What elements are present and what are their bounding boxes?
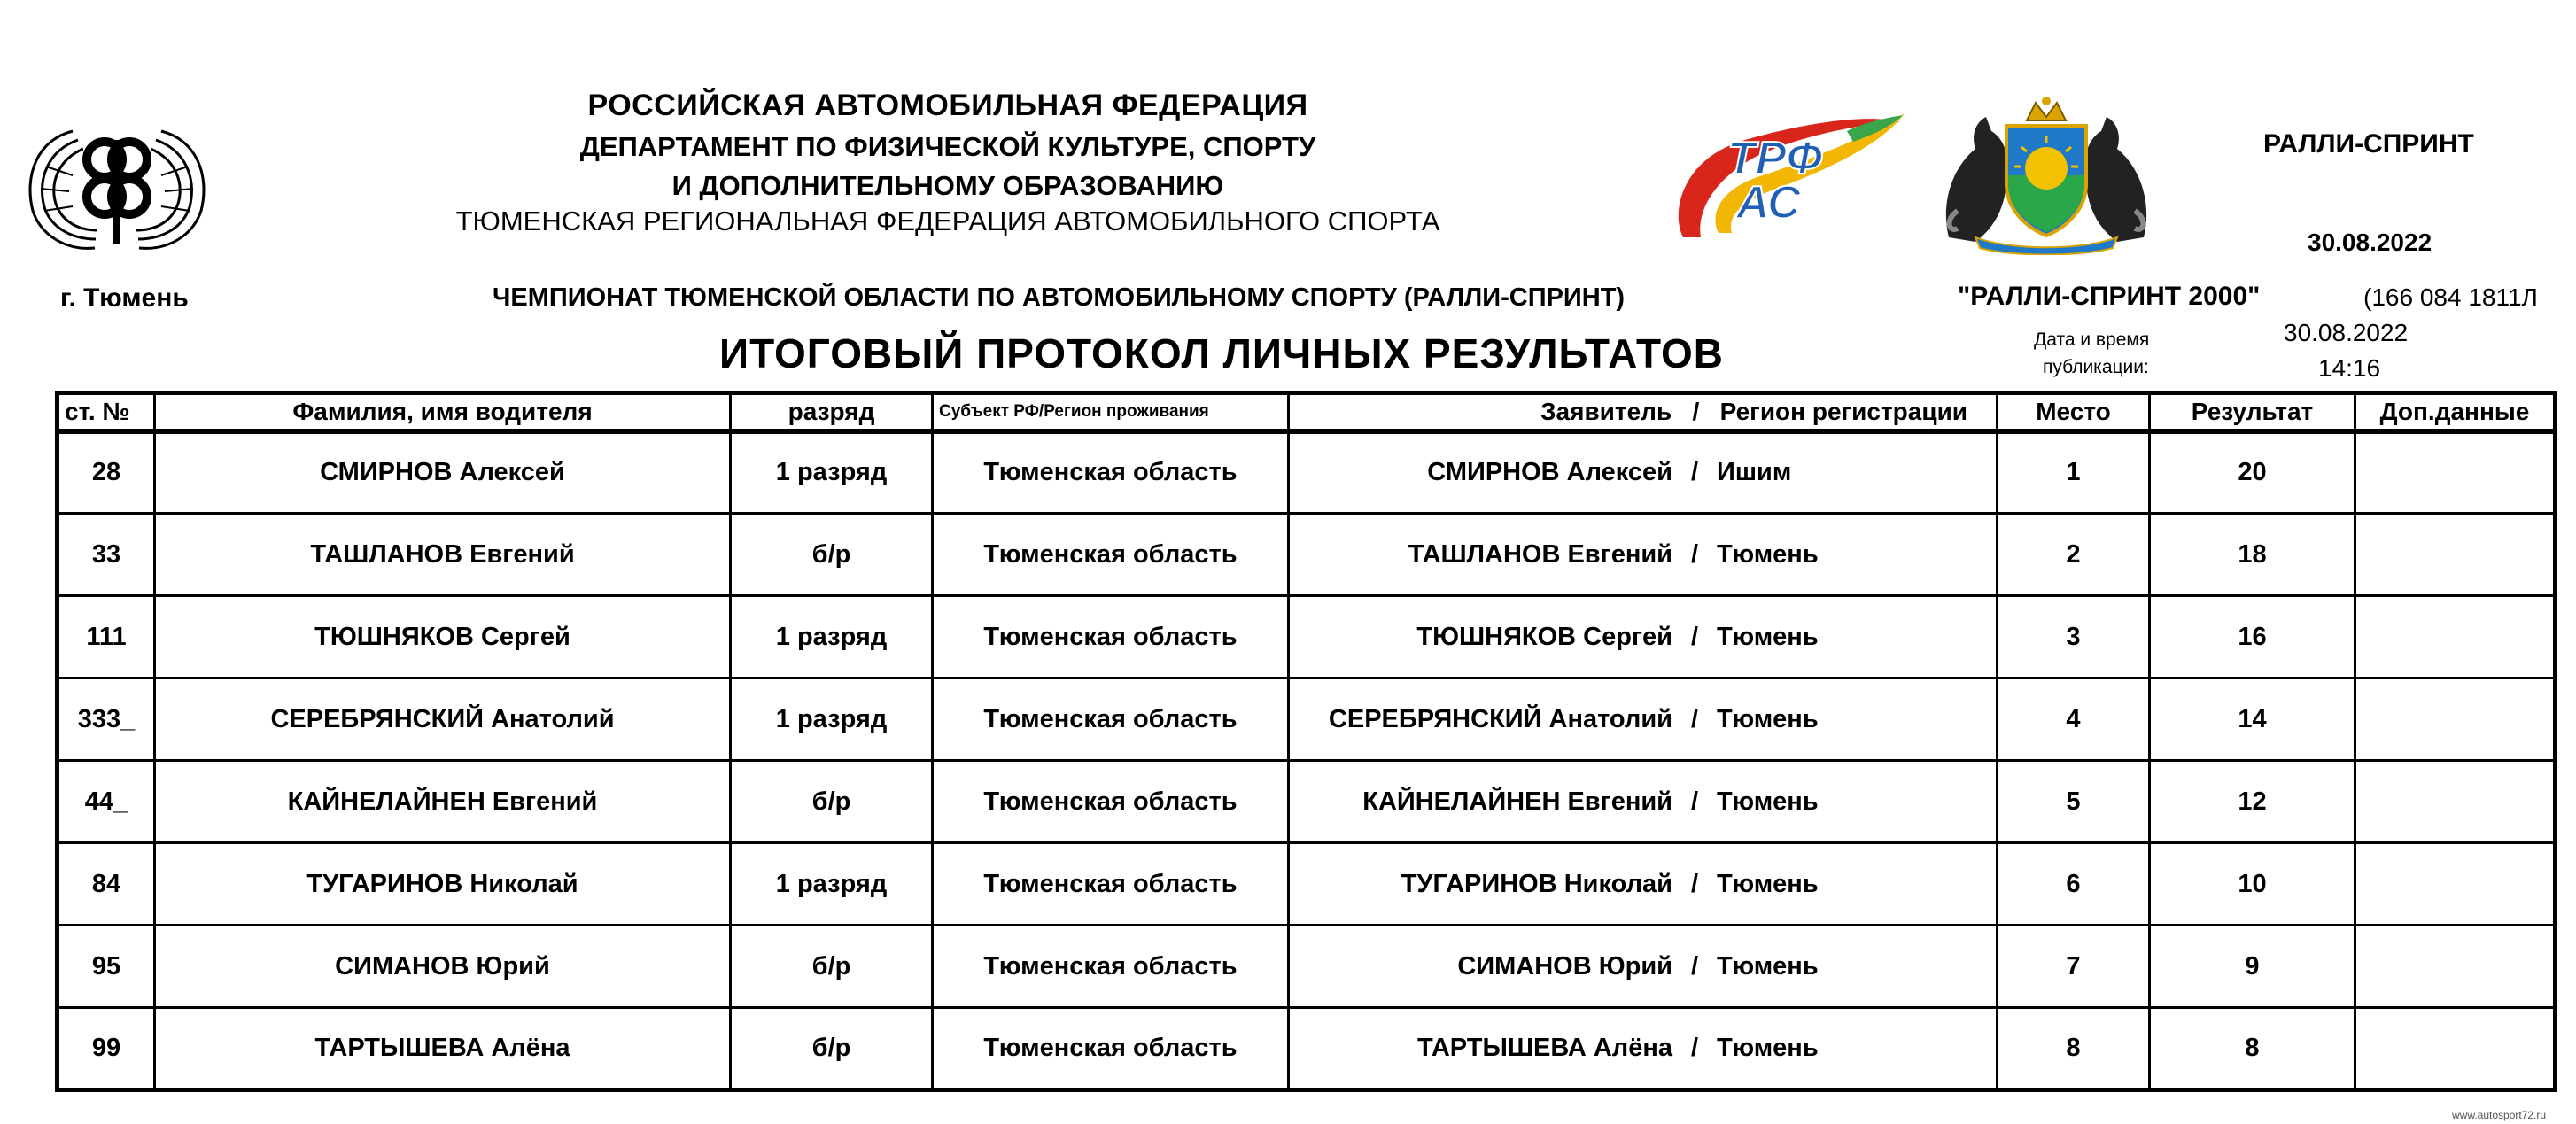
watermark: www.autosport72.ru [2452,1109,2547,1121]
federation-line: ТЮМЕНСКАЯ РЕГИОНАЛЬНАЯ ФЕДЕРАЦИЯ АВТОМОБИЛЬНОГО СПОРТА [455,205,1440,236]
applicant-separator: / [1690,1034,1699,1062]
cell-place: 5 [1998,761,2150,843]
department-line: ДЕПАРТАМЕНТ ПО ФИЗИЧЕСКОЙ КУЛЬТУРЕ, СПОРТУ [579,131,1316,162]
trfas-logo [1665,105,1913,246]
applicant-separator: / [1690,622,1699,651]
registration-region: Тюмень [1717,1034,1819,1062]
applicant-separator: / [1690,539,1699,569]
cell-driver: ТАРТЫШЕВА Алёна [155,1008,731,1090]
cell-extra [2355,926,2556,1008]
registration-region: Тюмень [1717,787,1819,816]
results-body [58,431,2556,1090]
applicant-name: ТЮШНЯКОВ Сергей [1416,622,1672,651]
cell-extra [2355,843,2556,926]
cell-subject: Тюменская область [933,596,1289,678]
registration-region: Ишим [1717,458,1792,487]
cell-driver: СИМАНОВ Юрий [155,926,731,1008]
publication-date: 30.08.2022 [2284,319,2409,346]
cell-result: 9 [2150,926,2355,1008]
cell-subject: Тюменская область [933,926,1289,1008]
event-name: "РАЛЛИ-СПРИНТ 2000" [1958,282,2261,311]
table-row [58,926,2556,1008]
cell-subject: Тюменская область [933,678,1289,761]
table-row [58,1008,2556,1090]
city-label: г. Тюмень [60,283,189,313]
registration-region: Тюмень [1717,704,1819,733]
cell-place: 1 [1998,431,2150,514]
cell-number: 28 [58,431,155,514]
registration-region: Тюмень [1717,622,1819,651]
applicant-name: ТАРТЫШЕВА Алёна [1416,1034,1672,1062]
registration-region: Тюмень [1717,539,1819,569]
applicant-separator: / [1690,458,1699,487]
cell-applicant [1289,843,1998,926]
table-row [58,843,2556,926]
protocol-title: ИТОГОВЫЙ ПРОТОКОЛ ЛИЧНЫХ РЕЗУЛЬТАТОВ [719,330,1725,376]
cell-extra [2355,761,2556,843]
cell-grade: б/р [731,514,933,596]
cell-grade: 1 разряд [731,431,933,514]
publication-label-1: Дата и время [2034,329,2150,350]
cell-place: 3 [1998,596,2150,678]
cell-driver: ТАШЛАНОВ Евгений [155,514,731,596]
registration-region: Тюмень [1717,869,1819,898]
raf-logo [19,105,214,260]
cell-place: 4 [1998,678,2150,761]
cell-grade: б/р [731,926,933,1008]
cell-grade: б/р [731,761,933,843]
cell-grade: 1 разряд [731,843,933,926]
cell-number: 99 [58,1008,155,1090]
event-type-label: РАЛЛИ-СПРИНТ [2263,129,2474,159]
cell-place: 8 [1998,1008,2150,1090]
cell-subject: Тюменская область [933,514,1289,596]
event-date: 30.08.2022 [2308,229,2432,256]
cell-driver: СМИРНОВ Алексей [155,431,731,514]
applicant-name: СМИРНОВ Алексей [1427,458,1672,487]
column-header-driver: Фамилия, имя водителя [155,393,731,431]
cell-result: 10 [2150,843,2355,926]
org-title: РОССИЙСКАЯ АВТОМОБИЛЬНАЯ ФЕДЕРАЦИЯ [587,89,1308,122]
cell-applicant [1289,1008,1998,1090]
table-row [58,761,2556,843]
cell-result: 18 [2150,514,2355,596]
tyumen-coat-of-arms [1922,96,2170,255]
table-row [58,596,2556,678]
applicant-name: СЕРЕБРЯНСКИЙ Анатолий [1328,704,1672,733]
cell-number: 44_ [58,761,155,843]
cell-number: 111 [58,596,155,678]
table-row [58,514,2556,596]
trfas-emblem-icon [1665,105,1913,246]
cell-subject: Тюменская область [933,761,1289,843]
cell-extra [2355,514,2556,596]
column-header-applicant: Заявитель / Регион регистрации [1289,393,1998,431]
results-table [55,391,2557,1092]
cell-driver: КАЙНЕЛАЙНЕН Евгений [155,761,731,843]
cell-applicant [1289,678,1998,761]
cell-extra [2355,596,2556,678]
applicant-separator: / [1690,951,1699,981]
registration-region: Тюмень [1717,951,1819,981]
table-row [58,678,2556,761]
cell-extra [2355,431,2556,514]
table-row [58,431,2556,514]
trfas-logo-text-2: АС [1736,177,1801,229]
applicant-name: СИМАНОВ Юрий [1457,951,1672,981]
applicant-name: КАЙНЕЛАЙНЕН Евгений [1362,787,1672,816]
applicant-separator: / [1690,704,1699,733]
column-header-place: Место [1998,393,2150,431]
cell-subject: Тюменская область [933,431,1289,514]
cell-applicant [1289,431,1998,514]
coat-of-arms-icon [1922,96,2170,255]
cell-applicant [1289,596,1998,678]
cell-result: 12 [2150,761,2355,843]
publication-label-2: публикации: [2043,357,2149,377]
column-header-subject: Субъект РФ/Регион проживания [933,393,1289,431]
department-line-2: И ДОПОЛНИТЕЛЬНОМУ ОБРАЗОВАНИЮ [671,170,1224,201]
cell-applicant [1289,761,1998,843]
table-header-row [58,393,2556,431]
cell-number: 333_ [58,678,155,761]
cell-result: 20 [2150,431,2355,514]
cell-place: 7 [1998,926,2150,1008]
cell-driver: ТУГАРИНОВ Николай [155,843,731,926]
cell-subject: Тюменская область [933,1008,1289,1090]
event-code: (166 084 1811Л [2363,283,2538,311]
applicant-name: ТУГАРИНОВ Николай [1401,869,1672,898]
cell-applicant [1289,514,1998,596]
cell-number: 84 [58,843,155,926]
cell-place: 6 [1998,843,2150,926]
cell-place: 2 [1998,514,2150,596]
cell-driver: СЕРЕБРЯНСКИЙ Анатолий [155,678,731,761]
cell-subject: Тюменская область [933,843,1289,926]
applicant-separator: / [1690,869,1699,898]
cell-grade: 1 разряд [731,596,933,678]
cell-number: 33 [58,514,155,596]
cell-driver: ТЮШНЯКОВ Сергей [155,596,731,678]
applicant-separator: / [1690,787,1699,816]
cell-result: 8 [2150,1008,2355,1090]
cell-grade: б/р [731,1008,933,1090]
column-header-number: ст. № [58,393,155,431]
cell-result: 14 [2150,678,2355,761]
raf-emblem-icon [19,105,214,260]
publication-time: 14:16 [2318,354,2381,382]
column-header-extra: Доп.данные [2355,393,2556,431]
cell-number: 95 [58,926,155,1008]
trfas-logo-text-1: ТРФ [1727,133,1823,184]
cell-grade: 1 разряд [731,678,933,761]
column-header-grade: разряд [731,393,933,431]
championship-title: ЧЕМПИОНАТ ТЮМЕНСКОЙ ОБЛАСТИ ПО АВТОМОБИЛЬНОМУ СПОРТУ (РАЛЛИ-СПРИНТ) [493,283,1626,312]
cell-result: 16 [2150,596,2355,678]
applicant-name: ТАШЛАНОВ Евгений [1408,539,1672,569]
cell-extra [2355,678,2556,761]
column-header-result: Результат [2150,393,2355,431]
cell-extra [2355,1008,2556,1090]
cell-applicant [1289,926,1998,1008]
